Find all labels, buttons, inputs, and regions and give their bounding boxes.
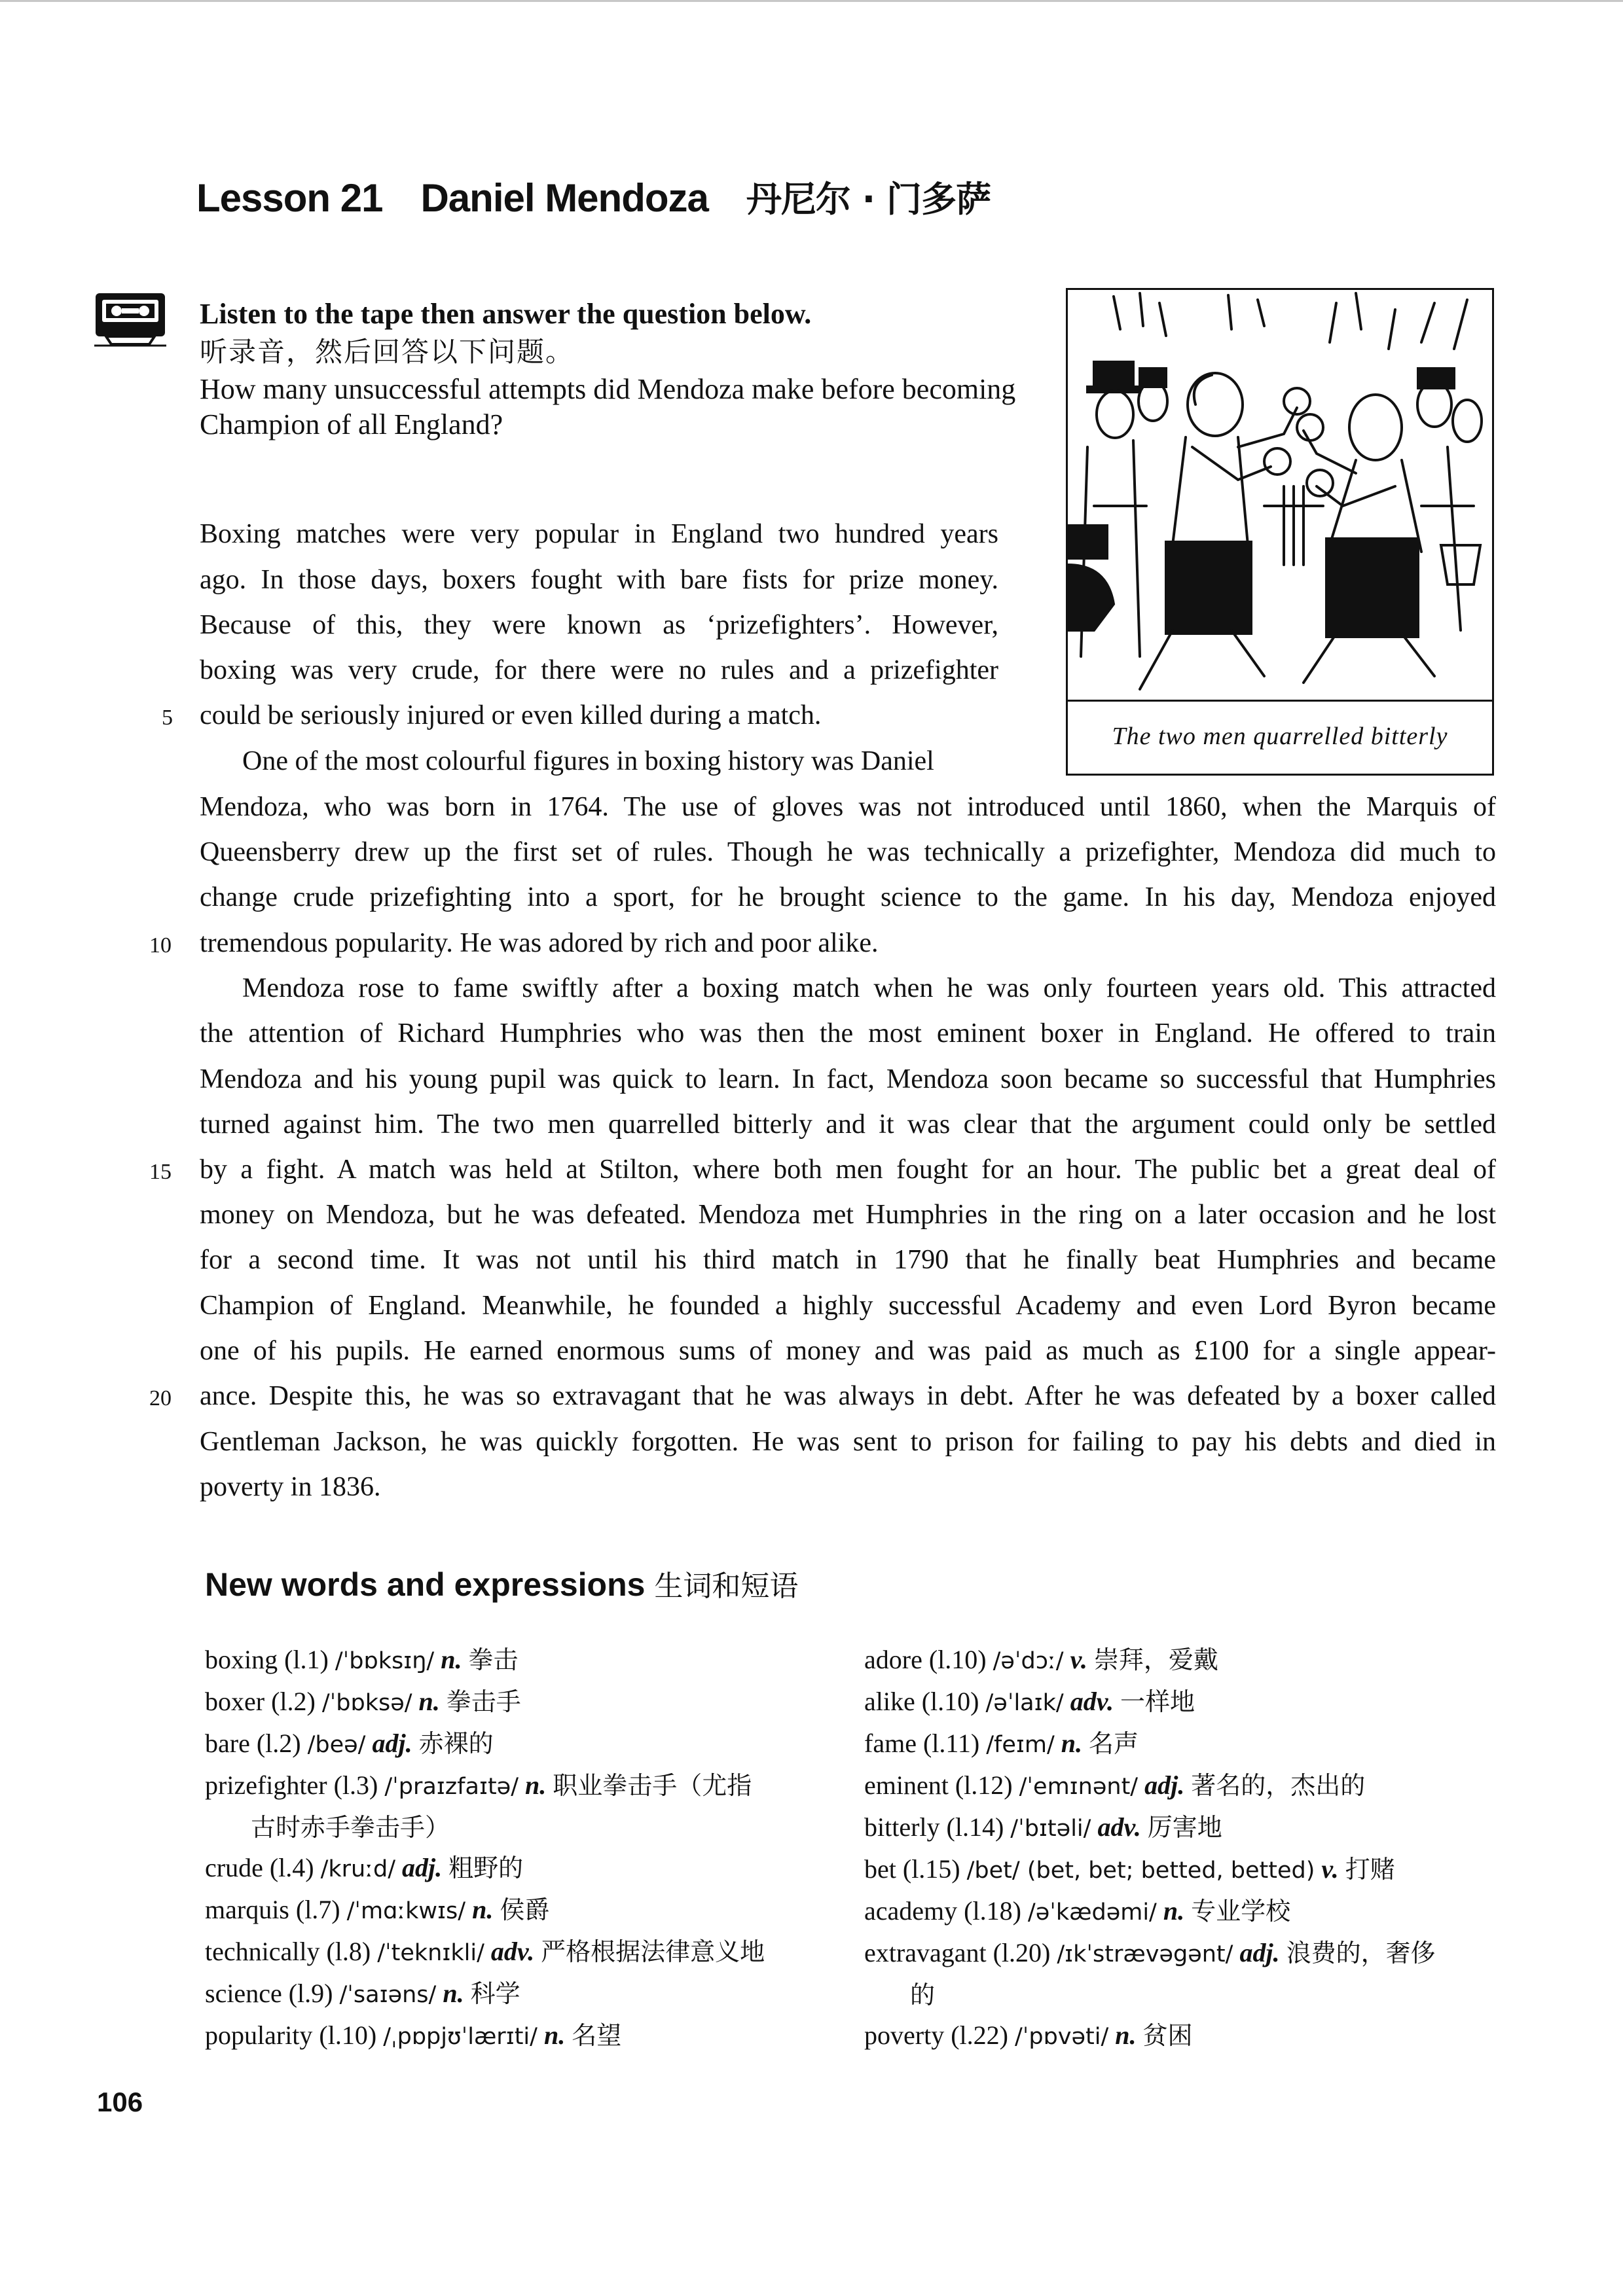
passage-line: Mendoza and his young pupil was quick to learn. In fact, Mendoza soon became so successful that Humphries — [200, 1064, 1496, 1094]
vocab-entry: popularity (l.10) /ˌpɒpjʊˈlærɪti/ n. 名望 — [205, 2020, 622, 2050]
vocab-entry: eminent (l.12) /ˈemɪnənt/ adj. 著名的，杰出的 — [864, 1770, 1366, 1800]
vocabulary-title-zh: 生词和短语 — [654, 1570, 799, 1603]
passage-line: one of his pupils. He earned enormous sums of money and was paid as much as £100 for a single appear- — [200, 1336, 1496, 1366]
passage-line: One of the most colourful figures in boxing history was Daniel — [242, 746, 934, 776]
passage-line: for a second time. It was not until his third match in 1790 that he finally beat Humphries and became — [200, 1245, 1496, 1275]
line-number: 20 — [149, 1386, 172, 1410]
listening-task — [200, 296, 1038, 442]
passage-line: money on Mendoza, but he was defeated. Mendoza met Humphries in the ring on a later occasion and he lost — [200, 1200, 1496, 1230]
passage-line: ago. In those days, boxers fought with bare fists for prize money. — [200, 565, 998, 595]
listening-instruction: Listen to the tape then answer the question below. — [200, 298, 812, 330]
vocab-entry: bitterly (l.14) /ˈbɪtəli/ adv. 厉害地 — [864, 1812, 1222, 1842]
vocab-entry: adore (l.10) /əˈdɔː/ v. 崇拜，爱戴 — [864, 1645, 1218, 1674]
comprehension-question: How many unsuccessful attempts did Mendoza make before becoming Champion of all England? — [200, 373, 1016, 440]
vocab-entry: academy (l.18) /əˈkædəmi/ n. 专业学校 — [864, 1896, 1291, 1926]
passage-line: Mendoza rose to fame swiftly after a boxing match when he was only fourteen years old. This attracted — [242, 973, 1496, 1003]
vocab-entry: technically (l.8) /ˈteknɪkli/ adv. 严格根据法律意义地 — [205, 1937, 765, 1966]
passage-line: Queensberry drew up the first set of rules. Though he was technically a prizefighter, Mendoza did much to — [200, 837, 1496, 867]
passage-line: could be seriously injured or even killed during a match. — [200, 700, 822, 730]
vocab-entry: bet (l.15) /bet/ (bet, bet; betted, betted) v. 打赌 — [864, 1854, 1395, 1884]
illustration-frame — [1066, 288, 1494, 776]
passage-line: Champion of England. Meanwhile, he founded a highly successful Academy and even Lord Byron became — [200, 1291, 1496, 1321]
lesson-name-zh: 丹尼尔 · 门多萨 — [746, 179, 991, 220]
illustration-caption: The two men quarrelled bitterly — [1112, 723, 1448, 750]
vocab-entry: extravagant (l.20) /ɪkˈstrævəgənt/ adj. 浪费的，奢侈 的 — [864, 1938, 1436, 2009]
passage-line: Mendoza, who was born in 1764. The use of gloves was not introduced until 1860, when the Marquis of — [200, 792, 1496, 822]
vocab-entry: boxer (l.2) /ˈbɒksə/ n. 拳击手 — [205, 1687, 521, 1716]
line-number: 15 — [149, 1160, 172, 1184]
vocabulary-list-right — [864, 1640, 1493, 2057]
line-number: 10 — [149, 933, 172, 958]
passage-line: boxing was very crude, for there were no rules and a prizefighter — [200, 655, 998, 685]
passage-line: the attention of Richard Humphries who was then the most eminent boxer in England. He offered to train — [200, 1018, 1496, 1049]
vocab-entry: crude (l.4) /kruːd/ adj. 粗野的 — [205, 1853, 524, 1882]
lesson-name: Daniel Mendoza — [420, 176, 708, 220]
cassette-tape-icon — [92, 291, 169, 347]
top-rule — [0, 0, 1623, 2]
vocab-entry: science (l.9) /ˈsaɪəns/ n. 科学 — [205, 1979, 520, 2008]
passage-line: Boxing matches were very popular in England two hundred years — [200, 519, 998, 549]
vocabulary-heading — [205, 1562, 798, 1604]
passage-line: poverty in 1836. — [200, 1472, 381, 1502]
vocab-entry: boxing (l.1) /ˈbɒksɪŋ/ n. 拳击 — [205, 1645, 519, 1674]
passage-line: tremendous popularity. He was adored by rich and poor alike. — [200, 928, 879, 958]
passage-line: change crude prizefighting into a sport, for he brought science to the game. In his day, Mendoza enjoyed — [200, 882, 1496, 912]
lesson-title — [196, 171, 991, 222]
vocab-entry: fame (l.11) /feɪm/ n. 名声 — [864, 1729, 1139, 1758]
vocab-entry: prizefighter (l.3) /ˈpraɪzfaɪtə/ n. 职业拳击手（尤指 古时赤手拳击手） — [205, 1770, 752, 1842]
page-number: 106 — [97, 2087, 143, 2117]
passage-line: turned against him. The two men quarrelled bitterly and it was clear that the argument could only be settled — [200, 1109, 1496, 1139]
boxing-illustration — [1068, 290, 1492, 697]
line-number: 5 — [162, 706, 173, 730]
vocabulary-list-left — [205, 1640, 847, 2057]
vocab-entry: bare (l.2) /beə/ adj. 赤裸的 — [205, 1729, 494, 1758]
passage-line: ance. Despite this, he was so extravagant that he was always in debt. After he was defeated by a boxer called — [200, 1381, 1496, 1411]
passage-line: Because of this, they were known as ‘prizefighters’. However, — [200, 610, 998, 640]
lesson-number: Lesson 21 — [196, 176, 383, 220]
passage-line: by a fight. A match was held at Stilton, where both men fought for an hour. The public bet a great deal of — [200, 1155, 1496, 1185]
listening-instruction-zh: 听录音，然后回答以下问题。 — [200, 336, 575, 368]
caption-divider — [1068, 700, 1492, 702]
vocab-entry: marquis (l.7) /ˈmɑːkwɪs/ n. 侯爵 — [205, 1895, 550, 1924]
vocab-entry: alike (l.10) /əˈlaɪk/ adv. 一样地 — [864, 1687, 1195, 1716]
vocabulary-title: New words and expressions — [205, 1566, 646, 1603]
passage-line: Gentleman Jackson, he was quickly forgotten. He was sent to prison for failing to pay his debts and died in — [200, 1427, 1496, 1457]
vocab-entry: poverty (l.22) /ˈpɒvəti/ n. 贫困 — [864, 2020, 1193, 2050]
